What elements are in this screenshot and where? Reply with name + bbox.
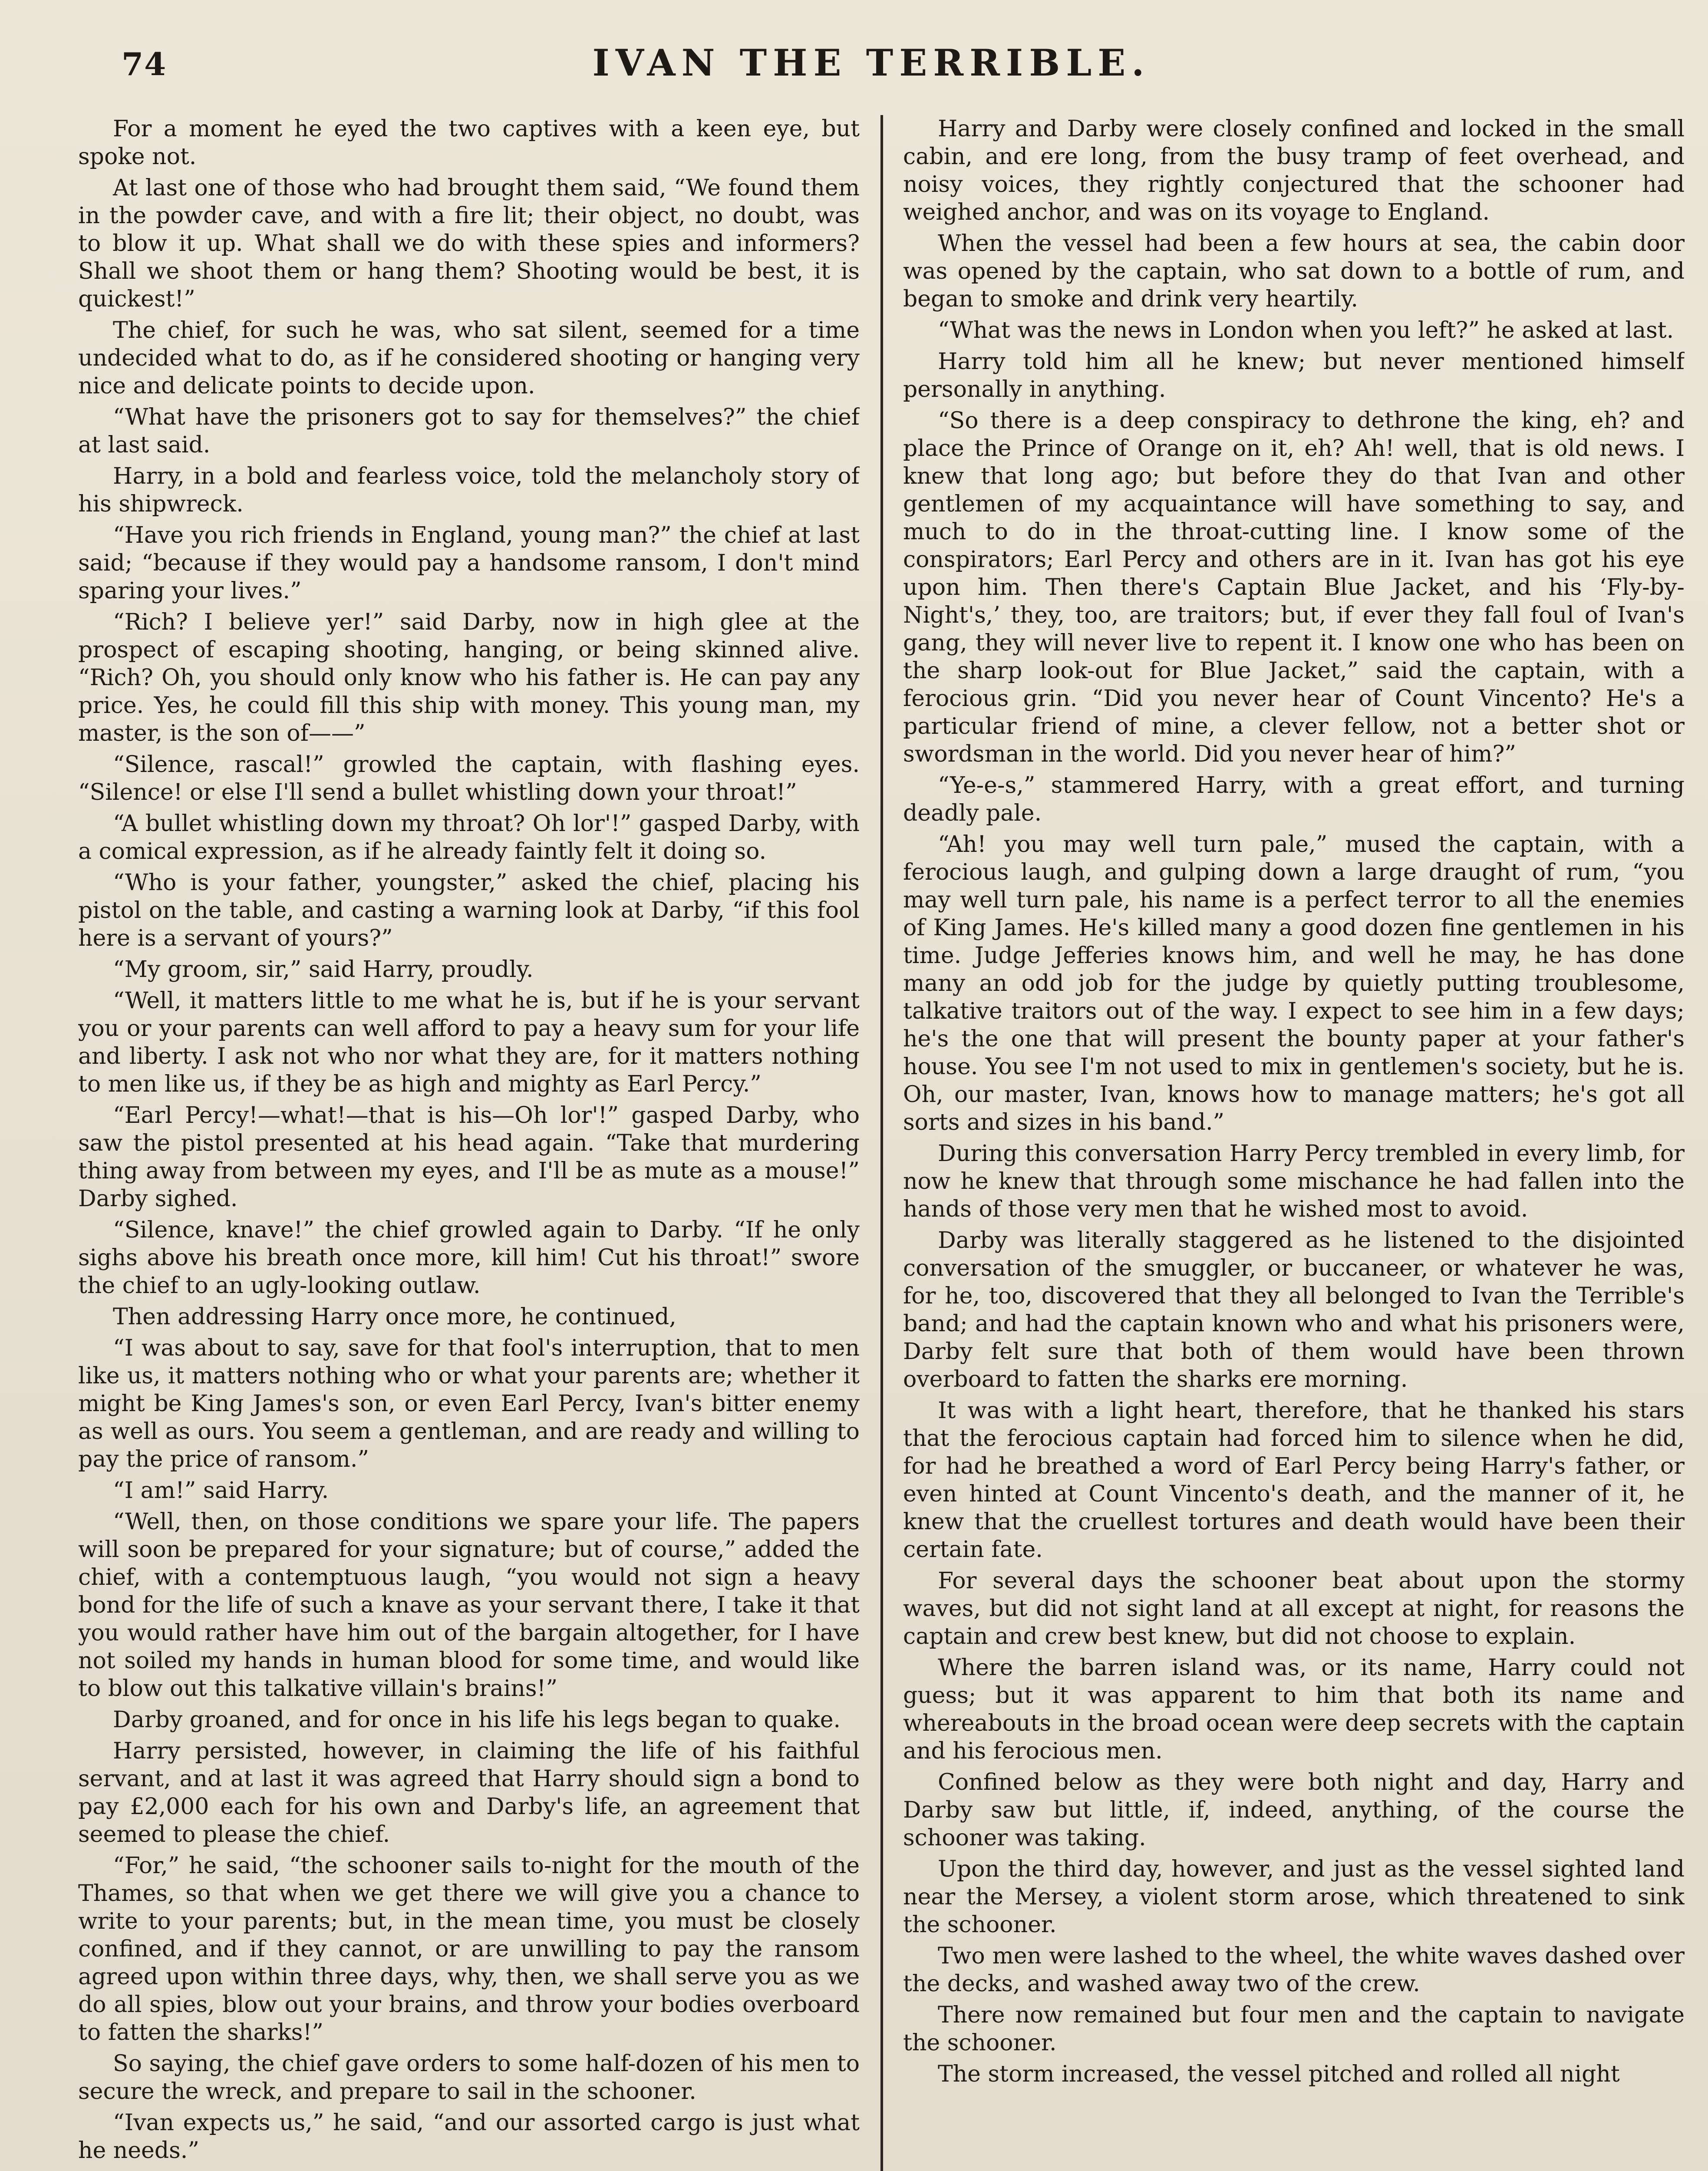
paragraph: “So there is a deep conspiracy to dethrone the king, eh? and place the Prince of Orange on it, eh? Ah! well, that is old news. I knew that long ago; but before they do that Ivan and other gentlemen of my acquaintance will have something to say, and much to do in the throat-cutting line. I know some of the conspirators; Earl Percy and others are in it. Ivan has got his eye upon him. Then there's Captain Blue Jacket, and his ‘Fly-by-Night's,’ they, too, are traitors; but, if ever they fall foul of Ivan's gang, they will never live to repent it. I know one who has been on the sharp look-out for Blue Jacket,” said the captain, with a ferocious grin. “Did you never hear of Count Vincento? He's a particular friend of mine, a clever fellow, not a better shot or swordsman in the world. Did you never hear of him?”: [903, 408, 1685, 767]
right-column: [903, 115, 1685, 2171]
paragraph: Harry and Darby were closely confined and locked in the small cabin, and ere long, from the busy tramp of feet overhead, and noisy voices, they rightly conjectured that the schooner had weighed anchor, and was on its voyage to England.: [903, 116, 1685, 225]
paragraph: When the vessel had been a few hours at sea, the cabin door was opened by the captain, who sat down to a bottle of rum, and began to smoke and drink very heartily.: [903, 231, 1685, 312]
paragraph: “Silence, knave!” the chief growled again to Darby. “If he only sighs above his breath once more, kill him! Cut his throat!” swore the chief to an ugly-looking outlaw.: [78, 1217, 860, 1299]
paragraph: “Ivan expects us,” he said, “and our assorted cargo is just what he needs.”: [78, 2110, 860, 2164]
paragraph: Upon the third day, however, and just as the vessel sighted land near the Mersey, a violent storm arose, which threatened to sink the schooner.: [903, 1856, 1685, 1938]
paragraph: “Well, then, on those conditions we spare your life. The papers will soon be prepared for your signature; but of course,” added the chief, with a contemptuous laugh, “you would not sign a heavy bond for the life of such a knave as your servant there, I take it that you would rather have him out of the bargain altogether, for I have not soiled my hands in human blood for some time, and would like to blow out this talkative villain's brains!”: [78, 1509, 860, 1702]
paragraph: “Earl Percy!—what!—that is his—Oh lor'!” gasped Darby, who saw the pistol presented at his head again. “Take that murdering thing away from between my eyes, and I'll be as mute as a mouse!” Darby sighed.: [78, 1102, 860, 1212]
paragraph: “Who is your father, youngster,” asked the chief, placing his pistol on the table, and casting a warning look at Darby, “if this fool here is a servant of yours?”: [78, 870, 860, 951]
paragraph: “I was about to say, save for that fool's interruption, that to men like us, it matters nothing who or what your parents are; whether it might be King James's son, or even Earl Percy, Ivan's bitter enemy as well as ours. You seem a gentleman, and are ready and willing to pay the price of ransom.”: [78, 1335, 860, 1472]
paragraph: The storm increased, the vessel pitched and rolled all night: [938, 2061, 1620, 2087]
column-divider: [880, 115, 883, 2171]
paragraph: Darby groaned, and for once in his life his legs began to quake.: [113, 1707, 841, 1733]
paragraph: The chief, for such he was, who sat silent, seemed for a time undecided what to do, as if he considered shooting or hanging very nice and delicate points to decide upon.: [78, 317, 860, 399]
paragraph: “My groom, sir,” said Harry, proudly.: [113, 957, 534, 983]
paragraph: “Well, it matters little to me what he is, but if he is your servant you or your parents can well afford to pay a heavy sum for your life and liberty. I ask not who nor what they are, for it matters nothing to men like us, if they be as high and mighty as Earl Percy.”: [78, 988, 860, 1097]
paragraph: At last one of those who had brought them said, “We found them in the powder cave, and with a fire lit; their object, no doubt, was to blow it up. What shall we do with these spies and informers? Shall we shoot them or hang them? Shooting would be best, it is quickest!”: [78, 175, 860, 312]
paragraph: During this conversation Harry Percy trembled in every limb, for now he knew that through some mischance he had fallen into the hands of those very men that he wished most to avoid.: [903, 1141, 1685, 1222]
paragraph: Harry persisted, however, in claiming the life of his faithful servant, and at last it was agreed that Harry should sign a bond to pay £2,000 each for his own and Darby's life, an agreement that seemed to please the chief.: [78, 1738, 860, 1848]
paragraph: Harry told him all he knew; but never mentioned himself personally in anything.: [903, 349, 1685, 403]
paragraph: Harry, in a bold and fearless voice, told the melancholy story of his shipwreck.: [78, 463, 860, 517]
paragraph: Two men were lashed to the wheel, the white waves dashed over the decks, and washed away two of the crew.: [903, 1943, 1685, 1997]
paragraph: “What have the prisoners got to say for themselves?” the chief at last said.: [78, 404, 860, 458]
paragraph: Darby was literally staggered as he listened to the disjointed conversation of the smuggler, or buccaneer, or whatever he was, for he, too, discovered that they all belonged to Ivan the Terrible's band; and had the captain known who and what his prisoners were, Darby felt sure that both of them would have been thrown overboard to fatten the sharks ere morning.: [903, 1227, 1685, 1392]
paragraph: Then addressing Harry once more, he continued,: [113, 1304, 676, 1330]
paragraph: “For,” he said, “the schooner sails to-night for the mouth of the Thames, so that when we get there we will give you a chance to write to your parents; but, in the mean time, you must be closely confined, and if they cannot, or are unwilling to pay the ransom agreed upon within three days, why, then, we shall serve you as we do all spies, blow out your brains, and throw your bodies overboard to fatten the sharks!”: [78, 1853, 860, 2046]
paragraph: Where the barren island was, or its name, Harry could not guess; but it was apparent to him that both its name and whereabouts in the broad ocean were deep secrets with the captain and his ferocious men.: [903, 1655, 1685, 1764]
page-header: [78, 41, 1665, 93]
paragraph: For several days the schooner beat about upon the stormy waves, but did not sight land at all except at night, for reasons the captain and crew best knew, but did not choose to explain.: [903, 1568, 1685, 1650]
paragraph: “A bullet whistling down my throat? Oh lor'!” gasped Darby, with a comical expression, as if he already faintly felt it doing so.: [78, 811, 860, 864]
paragraph: “What was the news in London when you left?” he asked at last.: [938, 317, 1674, 343]
paragraph: “Have you rich friends in England, young man?” the chief at last said; “because if they would pay a handsome ransom, I don't mind sparing your lives.”: [78, 522, 860, 604]
paragraph: “Silence, rascal!” growled the captain, with flashing eyes. “Silence! or else I'll send a bullet whistling down your throat!”: [78, 752, 860, 805]
paragraph: “Rich? I believe yer!” said Darby, now in high glee at the prospect of escaping shooting, hanging, or being skinned alive. “Rich? Oh, you should only know who his father is. He can pay any price. Yes, he could fill this ship with money. This young man, my master, is the son of——”: [78, 609, 860, 746]
paragraph: “Ye-e-s,” stammered Harry, with a great effort, and turning deadly pale.: [903, 772, 1685, 826]
paragraph: Confined below as they were both night and day, Harry and Darby saw but little, if, indeed, anything, of the course the schooner was taking.: [903, 1769, 1685, 1851]
page-number: 74: [122, 46, 167, 82]
paragraph: So saying, the chief gave orders to some half-dozen of his men to secure the wreck, and prepare to sail in the schooner.: [78, 2051, 860, 2105]
paragraph: It was with a light heart, therefore, that he thanked his stars that the ferocious captain had forced him to silence when he did, for had he breathed a word of Earl Percy being Harry's father, or even hinted at Count Vincento's death, and the manner of it, he knew that the cruellest tortures and death would have been their certain fate.: [903, 1398, 1685, 1563]
running-title: IVAN THE TERRIBLE.: [592, 41, 1151, 84]
paragraph: For a moment he eyed the two captives with a keen eye, but spoke not.: [78, 116, 860, 170]
text-columns: [78, 115, 1685, 2171]
paragraph: There now remained but four men and the captain to navigate the schooner.: [903, 2002, 1685, 2056]
left-column: [78, 115, 860, 2171]
paragraph: “I am!” said Harry.: [113, 1478, 329, 1504]
paragraph: “Ah! you may well turn pale,” mused the captain, with a ferocious laugh, and gulping down a large draught of rum, “you may well turn pale, his name is a perfect terror to all the enemies of King James. He's killed many a good dozen fine gentlemen in his time. Judge Jefferies knows him, and well he may, he has done many an odd job for the judge by quietly putting troublesome, talkative traitors out of the way. I expect to see him in a few days; he's the one that will present the bounty paper at your father's house. You see I'm not used to mix in gentlemen's society, but he is. Oh, our master, Ivan, knows how to manage matters; he's got all sorts and sizes in his band.”: [903, 831, 1685, 1135]
